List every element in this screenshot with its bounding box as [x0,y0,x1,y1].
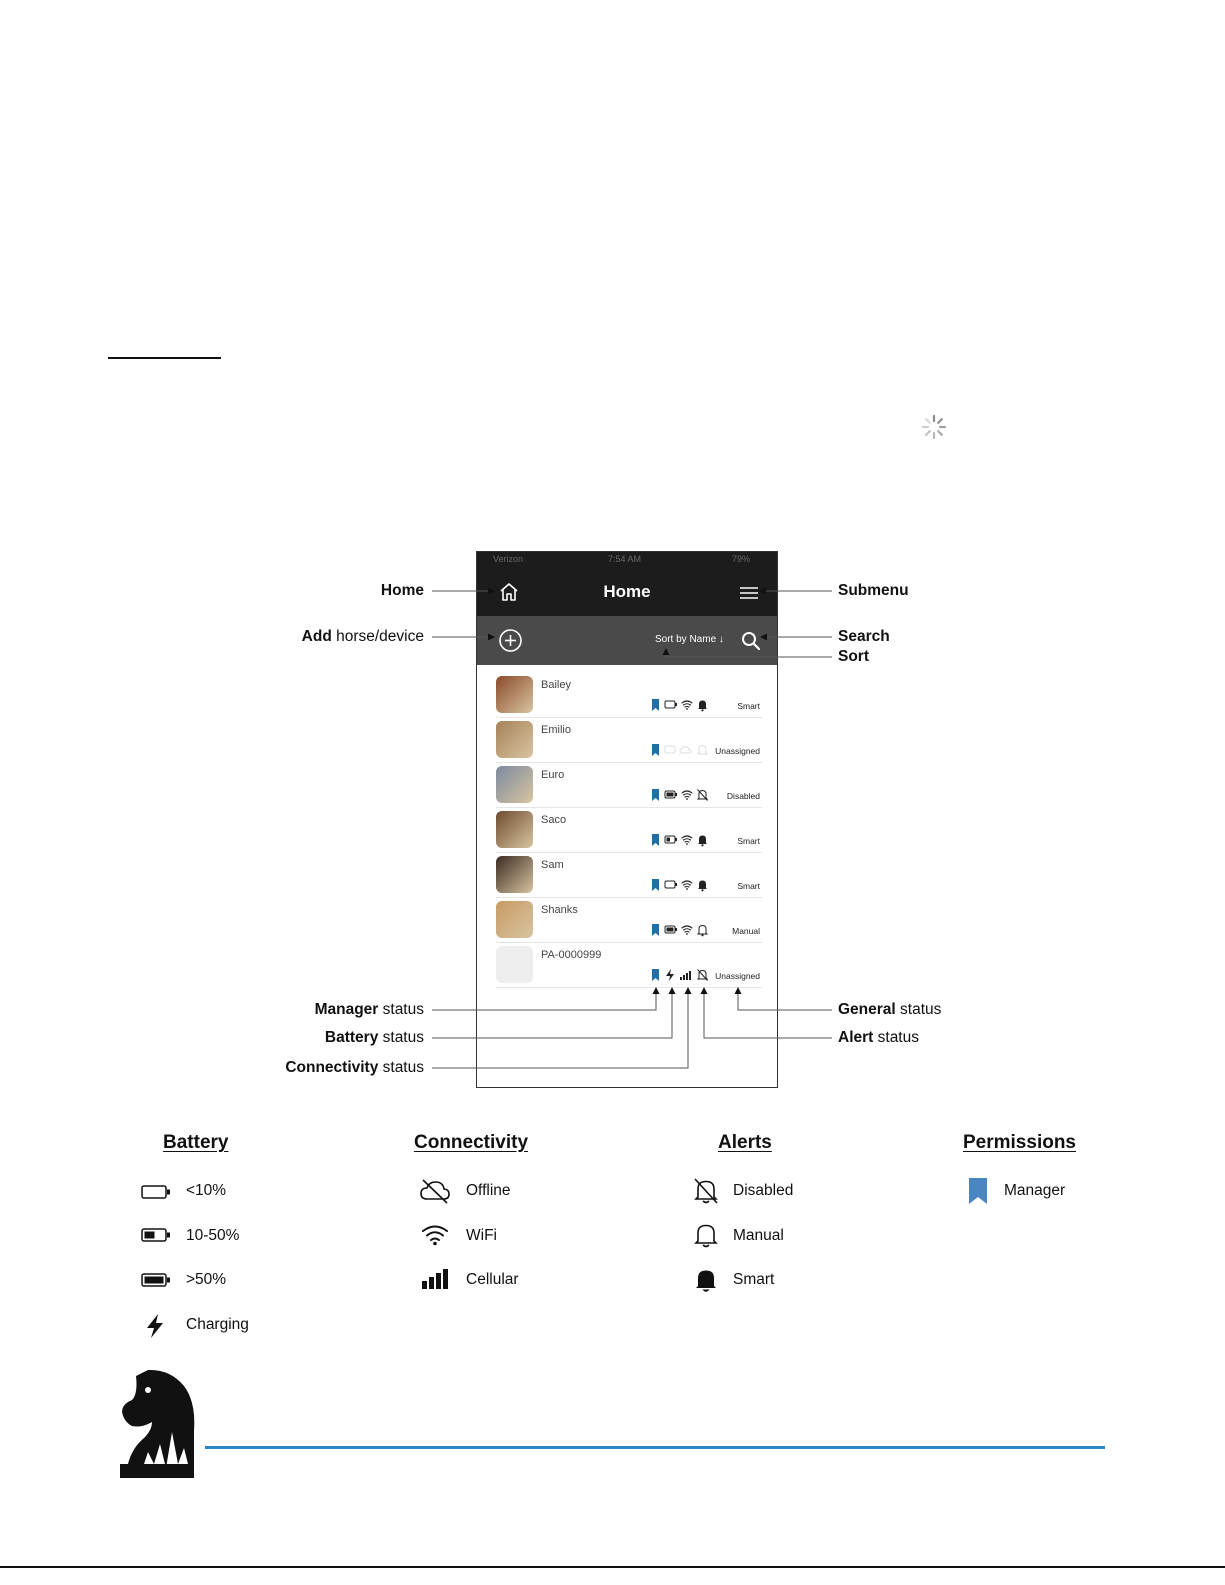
general-status: Unassigned [715,971,760,981]
legend-cellular-label: Cellular [466,1271,519,1288]
annotation-manager-status: Manager status [314,1001,424,1018]
horse-name: Shanks [541,904,578,916]
battery-half-icon [141,1227,171,1243]
charging-bolt-icon [144,1313,166,1339]
page-title: Home [603,582,651,601]
general-status: Smart [737,701,760,711]
legend-disabled-label: Disabled [733,1182,794,1199]
battery-full-icon [141,1272,171,1288]
horse-name: Bailey [541,679,571,691]
wifi-icon [421,1223,449,1247]
legend-offline-label: Offline [466,1182,511,1199]
legend-battery-half-label: 10-50% [186,1227,240,1244]
annotation-battery-status: Battery status [324,1029,424,1046]
legend-manager-label: Manager [1004,1182,1066,1199]
bell-smart-icon [693,1266,719,1294]
general-status: Smart [737,881,760,891]
annotation-connectivity-status: Connectivity status [285,1059,424,1076]
legend-connectivity-title: Connectivity [414,1132,529,1153]
general-status: Disabled [726,791,760,801]
legend-charging-label: Charging [186,1316,249,1333]
bell-disabled-icon [693,1177,719,1205]
carrier-label: Verizon [493,554,524,564]
battery-low-icon [141,1184,171,1200]
legend-permissions-title: Permissions [963,1132,1076,1153]
bookmark-manager-icon [967,1177,989,1205]
annotation-sort: Sort [838,648,869,665]
cloud-offline-icon [419,1178,451,1204]
horse-name: Emilio [541,724,571,736]
legend-smart-label: Smart [733,1271,775,1288]
bell-manual-icon [693,1221,719,1249]
legend-battery-low-label: <10% [186,1182,227,1199]
time-label: 7:54 AM [608,554,642,564]
footer-accent-line [205,1446,1105,1449]
legend-battery-title: Battery [163,1132,229,1153]
legend-manual-label: Manual [733,1227,784,1244]
battery-percent-label: 79% [732,554,751,564]
annotation-general-status: General status [838,1001,942,1018]
legend-wifi-label: WiFi [466,1227,497,1244]
horse-name: PA-0000999 [541,949,602,961]
legend-battery-full-label: >50% [186,1271,227,1288]
general-status: Unassigned [715,746,760,756]
page-bottom-border [0,1566,1225,1568]
annotation-search: Search [838,628,890,645]
legend-alerts-title: Alerts [718,1132,772,1153]
annotation-submenu: Submenu [838,582,909,599]
annotation-home: Home [380,582,424,599]
horse-chess-knight-logo [118,1368,196,1480]
sort-button[interactable]: Sort by Name ↓ [655,634,724,645]
general-status: Smart [737,836,760,846]
general-status: Manual [732,926,760,936]
horse-name: Sam [541,859,564,871]
horse-name: Euro [541,769,565,781]
cellular-signal-icon [421,1268,449,1290]
annotation-alert-status: Alert status [838,1029,919,1046]
horse-name: Saco [541,814,567,826]
annotation-add: Add horse/device [301,628,424,645]
